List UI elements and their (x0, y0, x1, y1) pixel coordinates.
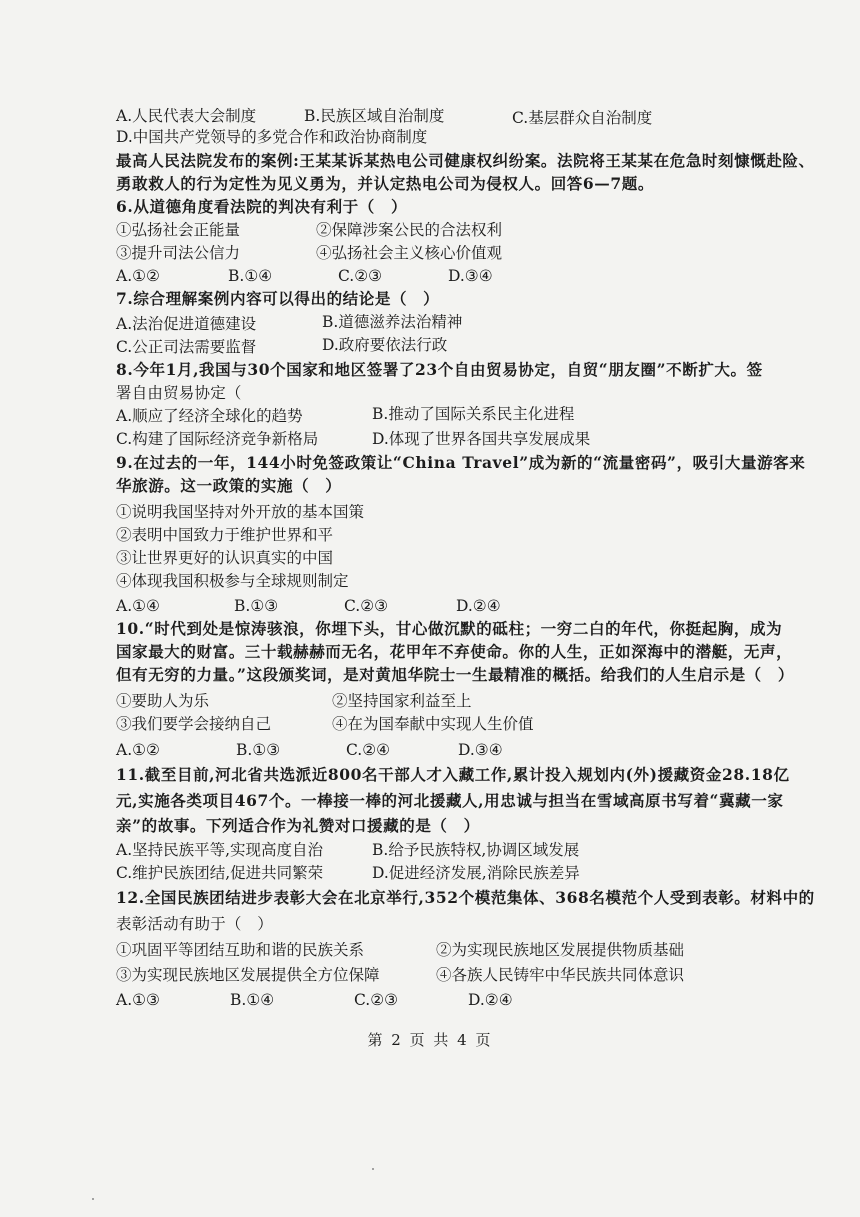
scan-speck (372, 1168, 374, 1170)
q6-item-4: ④弘扬社会主义核心价值观 (316, 244, 503, 262)
q9-option-c: C.②③ (344, 597, 389, 615)
q10-stem-line-3: 但有无穷的力量。”这段颁奖词，是对黄旭华院士一生最精准的概括。给我们的人生启示是（ ） (116, 665, 794, 684)
q10-option-a: A.①② (116, 741, 160, 759)
q7-option-b: B.道德滋养法治精神 (322, 313, 463, 331)
q10-item-2: ②坚持国家利益至上 (332, 692, 472, 710)
q5-option-d: D.中国共产党领导的多党合作和政治协商制度 (116, 128, 428, 146)
q12-item-3: ③为实现民族地区发展提供全方位保障 (116, 966, 380, 984)
q7-option-c: C.公正司法需要监督 (116, 338, 257, 356)
q12-option-d: D.②④ (468, 991, 513, 1009)
q10-stem-line-1: 10.“时代到处是惊涛骇浪，你埋下头，甘心做沉默的砥柱；一穷二白的年代，你挺起胸，成为 (116, 619, 783, 638)
q10-item-4: ④在为国奉献中实现人生价值 (332, 715, 534, 733)
q10-item-1: ①要助人为乐 (116, 692, 210, 710)
scan-speck (92, 1198, 94, 1200)
q8-option-a: A.顺应了经济全球化的趋势 (116, 407, 303, 425)
q9-item-4: ④体现我国积极参与全球规则制定 (116, 572, 349, 590)
q11-option-a: A.坚持民族平等,实现高度自治 (116, 841, 324, 859)
q12-option-b: B.①④ (230, 991, 275, 1009)
q5-option-c: C.基层群众自治制度 (512, 109, 653, 127)
q10-stem-line-2: 国家最大的财富。三十载赫赫而无名，花甲年不弃使命。你的人生，正如深海中的潜艇，无声， (116, 642, 793, 661)
q7-option-d: D.政府要依法行政 (322, 336, 448, 354)
q9-item-2: ②表明中国致力于维护世界和平 (116, 526, 334, 544)
q6-option-b: B.①④ (228, 267, 273, 285)
material-line-2: 勇敢救人的行为定性为见义勇为，并认定热电公司为侵权人。回答6—7题。 (116, 174, 654, 193)
q12-option-a: A.①③ (116, 991, 160, 1009)
q6-option-d: D.③④ (448, 267, 493, 285)
q11-stem-line-2: 元,实施各类项目467个。一棒接一棒的河北援藏人,用忠诚与担当在雪域高原书写着“冀藏一家 (116, 791, 784, 810)
q12-item-2: ②为实现民族地区发展提供物质基础 (436, 941, 685, 959)
q6-stem: 6.从道德角度看法院的判决有利于（ ） (116, 197, 408, 216)
q9-item-3: ③让世界更好的认识真实的中国 (116, 549, 334, 567)
q5-option-b: B.民族区域自治制度 (304, 107, 445, 125)
q11-stem-line-3: 亲”的故事。下列适合作为礼赞对口援藏的是（ ） (116, 816, 480, 835)
q11-option-c: C.维护民族团结,促进共同繁荣 (116, 864, 324, 882)
q7-stem: 7.综合理解案例内容可以得出的结论是（ ） (116, 289, 440, 308)
q10-item-3: ③我们要学会接纳自己 (116, 715, 272, 733)
q10-option-d: D.③④ (458, 741, 503, 759)
q8-option-b: B.推动了国际关系民主化进程 (372, 405, 575, 423)
material-line-1: 最高人民法院发布的案例:王某某诉某热电公司健康权纠纷案。法院将王某某在危急时刻慷慨赴险、 (116, 151, 815, 170)
q12-item-1: ①巩固平等团结互助和谐的民族关系 (116, 941, 365, 959)
q8-stem-line-1: 8.今年1月,我国与30个国家和地区签署了23个自由贸易协定，自贸“朋友圈”不断扩大。签 (116, 360, 763, 379)
q12-stem-line-2: 表彰活动有助于（ ） (116, 915, 274, 933)
q8-option-c: C.构建了国际经济竞争新格局 (116, 430, 319, 448)
q7-option-a: A.法治促进道德建设 (116, 315, 257, 333)
q10-option-c: C.②④ (346, 741, 391, 759)
page-number-footer: 第 2 页 共 4 页 (367, 1031, 493, 1049)
q6-item-1: ①弘扬社会正能量 (116, 221, 241, 239)
q12-item-4: ④各族人民铸牢中华民族共同体意识 (436, 966, 685, 984)
q9-stem-line-1: 9.在过去的一年，144小时免签政策让“China Travel”成为新的“流量密码”，吸引大量游客来 (116, 453, 806, 472)
q12-option-c: C.②③ (354, 991, 399, 1009)
q5-option-a: A.人民代表大会制度 (116, 107, 257, 125)
q6-item-3: ③提升司法公信力 (116, 244, 241, 262)
q9-option-d: D.②④ (456, 597, 501, 615)
q9-stem-line-2: 华旅游。这一政策的实施（ ） (116, 476, 342, 495)
q9-item-1: ①说明我国坚持对外开放的基本国策 (116, 503, 365, 521)
q6-option-a: A.①② (116, 267, 160, 285)
q9-option-b: B.①③ (234, 597, 279, 615)
q11-option-d: D.促进经济发展,消除民族差异 (372, 864, 580, 882)
q8-stem-line-2: 署自由贸易协定（ (116, 384, 242, 402)
q11-option-b: B.给予民族特权,协调区域发展 (372, 841, 580, 859)
q11-stem-line-1: 11.截至目前,河北省共选派近800名干部人才入藏工作,累计投入规划内(外)援藏资金28.18亿 (116, 765, 790, 784)
q6-item-2: ②保障涉案公民的合法权利 (316, 221, 503, 239)
q6-option-c: C.②③ (338, 267, 383, 285)
q12-stem-line-1: 12.全国民族团结进步表彰大会在北京举行,352个模范集体、368名模范个人受到表彰。材料中的 (116, 888, 815, 907)
q8-option-d: D.体现了世界各国共享发展成果 (372, 430, 591, 448)
q9-option-a: A.①④ (116, 597, 160, 615)
q10-option-b: B.①③ (236, 741, 281, 759)
